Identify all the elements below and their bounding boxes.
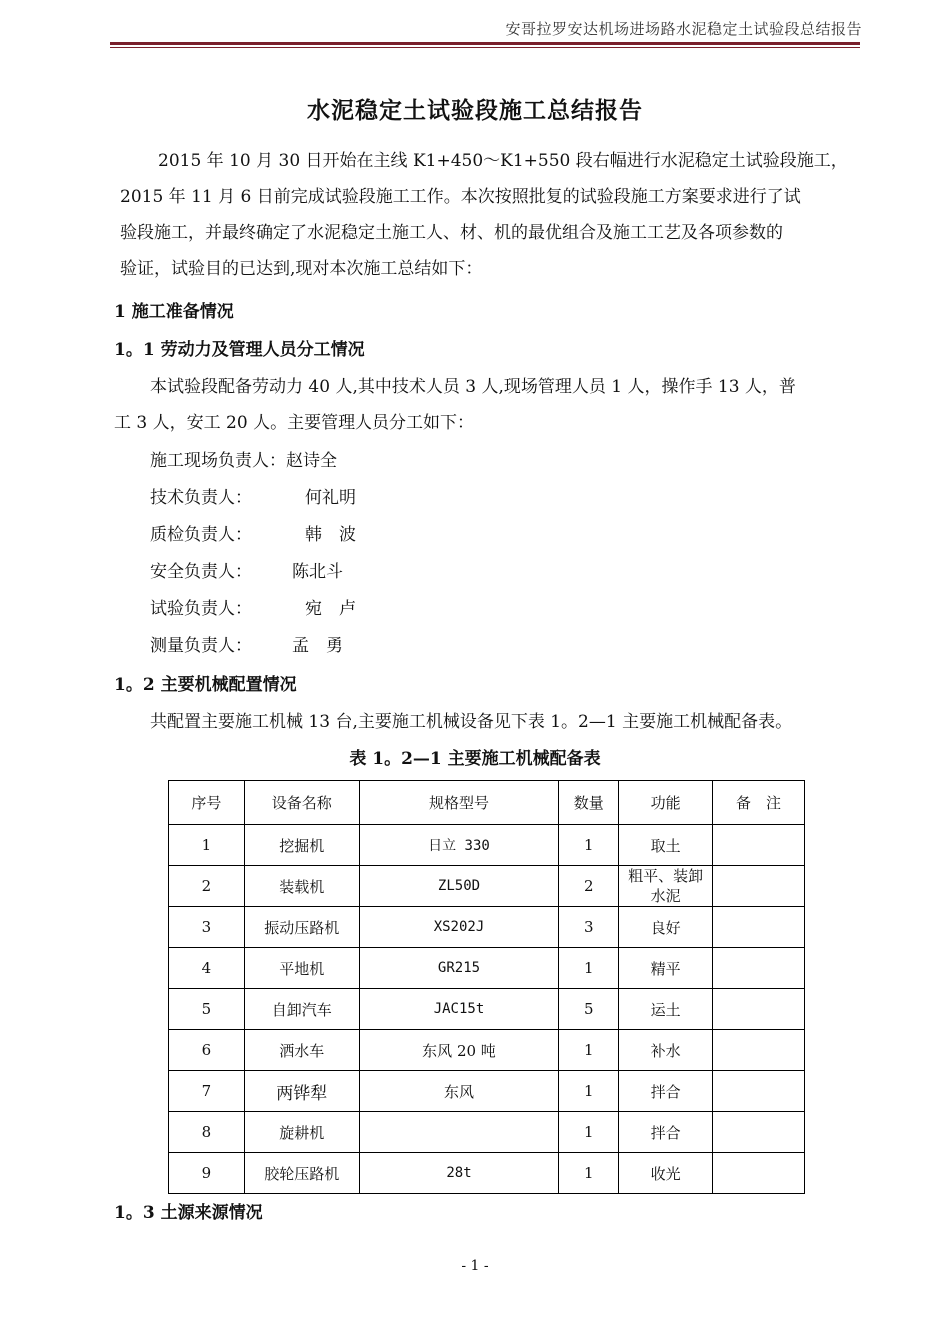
intro-line-3: 验段施工，并最终确定了水泥稳定土施工人、材、机的最优组合及施工工艺及各项参数的 bbox=[120, 223, 783, 243]
table-row bbox=[169, 1153, 805, 1194]
cell-model: 东风 bbox=[359, 1071, 559, 1112]
table-row bbox=[169, 907, 805, 948]
table-row bbox=[169, 866, 805, 907]
cell-function: 收光 bbox=[619, 1153, 713, 1194]
cell-function: 补水 bbox=[619, 1030, 713, 1071]
cell-index: 8 bbox=[169, 1112, 245, 1153]
cell-quantity: 2 bbox=[559, 866, 619, 907]
cell-function: 精平 bbox=[619, 948, 713, 989]
table-row bbox=[169, 1112, 805, 1153]
intro-line-4: 验证，试验目的已达到,现对本次施工总结如下： bbox=[120, 259, 483, 279]
cell-model bbox=[359, 1112, 559, 1153]
column-header: 功能 bbox=[619, 781, 713, 825]
cell-quantity: 1 bbox=[559, 1030, 619, 1071]
role-name: 何礼明 bbox=[305, 488, 356, 508]
cell-remark bbox=[713, 907, 805, 948]
section-1-heading: 1 施工准备情况 bbox=[114, 302, 234, 322]
cell-index: 2 bbox=[169, 866, 245, 907]
cell-function: 粗平、装卸水泥 bbox=[619, 866, 713, 907]
cell-index: 1 bbox=[169, 825, 245, 866]
role-label: 测量负责人： bbox=[150, 636, 252, 656]
table-row bbox=[169, 825, 805, 866]
role-label: 技术负责人： bbox=[150, 488, 252, 508]
cell-equipment: 装载机 bbox=[244, 866, 359, 907]
cell-quantity: 1 bbox=[559, 1071, 619, 1112]
cell-remark bbox=[713, 1153, 805, 1194]
cell-remark bbox=[713, 1071, 805, 1112]
column-header: 设备名称 bbox=[244, 781, 359, 825]
role-label: 施工现场负责人： bbox=[150, 451, 286, 471]
cell-equipment: 两铧犁 bbox=[244, 1071, 359, 1112]
section-1-1-heading: 1。1 劳动力及管理人员分工情况 bbox=[114, 340, 365, 360]
equipment-table bbox=[168, 780, 805, 1194]
cell-equipment: 平地机 bbox=[244, 948, 359, 989]
section-1-2-heading: 1。2 主要机械配置情况 bbox=[114, 675, 297, 695]
cell-model: GR215 bbox=[359, 948, 559, 989]
cell-quantity: 1 bbox=[559, 825, 619, 866]
cell-equipment: 洒水车 bbox=[244, 1030, 359, 1071]
cell-index: 6 bbox=[169, 1030, 245, 1071]
labor-text-line-1: 本试验段配备劳动力 40 人,其中技术人员 3 人,现场管理人员 1 人，操作手 13 人，普 bbox=[150, 377, 796, 397]
cell-model: JAC15t bbox=[359, 989, 559, 1030]
role-name: 宛 卢 bbox=[305, 599, 356, 619]
table-row bbox=[169, 1071, 805, 1112]
cell-remark bbox=[713, 1112, 805, 1153]
cell-model: XS202J bbox=[359, 907, 559, 948]
cell-equipment: 振动压路机 bbox=[244, 907, 359, 948]
intro-line-2: 2015 年 11 月 6 日前完成试验段施工工作。本次按照批复的试验段施工方案要求进行了试 bbox=[120, 187, 801, 207]
column-header: 规格型号 bbox=[359, 781, 559, 825]
role-label: 质检负责人： bbox=[150, 525, 252, 545]
running-header: 安哥拉罗安达机场进场路水泥稳定土试验段总结报告 bbox=[505, 20, 862, 38]
role-label: 安全负责人： bbox=[150, 562, 252, 582]
cell-function: 取土 bbox=[619, 825, 713, 866]
cell-function: 良好 bbox=[619, 907, 713, 948]
cell-equipment: 挖掘机 bbox=[244, 825, 359, 866]
role-name: 赵诗全 bbox=[286, 451, 337, 471]
cell-quantity: 1 bbox=[559, 1153, 619, 1194]
role-label: 试验负责人： bbox=[150, 599, 252, 619]
machinery-text: 共配置主要施工机械 13 台,主要施工机械设备见下表 1。2—1 主要施工机械配备表。 bbox=[150, 712, 793, 732]
header-rule bbox=[110, 42, 860, 45]
cell-function: 运土 bbox=[619, 989, 713, 1030]
cell-model: 28t bbox=[359, 1153, 559, 1194]
header-rule-thin bbox=[110, 47, 860, 48]
cell-model: 日立 330 bbox=[359, 825, 559, 866]
role-name: 韩 波 bbox=[305, 525, 356, 545]
cell-index: 7 bbox=[169, 1071, 245, 1112]
section-1-3-heading: 1。3 土源来源情况 bbox=[114, 1203, 263, 1223]
cell-quantity: 5 bbox=[559, 989, 619, 1030]
cell-index: 4 bbox=[169, 948, 245, 989]
cell-equipment: 旋耕机 bbox=[244, 1112, 359, 1153]
column-header: 数量 bbox=[559, 781, 619, 825]
page-number: - 1 - bbox=[461, 1258, 489, 1274]
cell-equipment: 自卸汽车 bbox=[244, 989, 359, 1030]
cell-function: 拌合 bbox=[619, 1112, 713, 1153]
table-row bbox=[169, 948, 805, 989]
column-header: 备 注 bbox=[713, 781, 805, 825]
cell-index: 5 bbox=[169, 989, 245, 1030]
cell-remark bbox=[713, 866, 805, 907]
table-row bbox=[169, 989, 805, 1030]
table-row bbox=[169, 1030, 805, 1071]
column-header: 序号 bbox=[169, 781, 245, 825]
cell-model: 东风 20 吨 bbox=[359, 1030, 559, 1071]
cell-model: ZL50D bbox=[359, 866, 559, 907]
cell-index: 3 bbox=[169, 907, 245, 948]
cell-remark bbox=[713, 825, 805, 866]
role-name: 孟 勇 bbox=[292, 636, 343, 656]
cell-index: 9 bbox=[169, 1153, 245, 1194]
cell-remark bbox=[713, 989, 805, 1030]
cell-remark bbox=[713, 1030, 805, 1071]
table-header-row bbox=[169, 781, 805, 825]
intro-line-1: 2015 年 10 月 30 日开始在主线 K1+450～K1+550 段右幅进行水泥稳定土试验段施工， bbox=[158, 151, 848, 171]
document-title: 水泥稳定土试验段施工总结报告 bbox=[307, 97, 643, 124]
cell-quantity: 3 bbox=[559, 907, 619, 948]
table-title: 表 1。2—1 主要施工机械配备表 bbox=[349, 749, 601, 769]
cell-remark bbox=[713, 948, 805, 989]
cell-equipment: 胶轮压路机 bbox=[244, 1153, 359, 1194]
role-name: 陈北斗 bbox=[292, 562, 343, 582]
cell-quantity: 1 bbox=[559, 948, 619, 989]
cell-quantity: 1 bbox=[559, 1112, 619, 1153]
cell-function: 拌合 bbox=[619, 1071, 713, 1112]
labor-text-line-2: 工 3 人，安工 20 人。主要管理人员分工如下： bbox=[114, 413, 475, 433]
